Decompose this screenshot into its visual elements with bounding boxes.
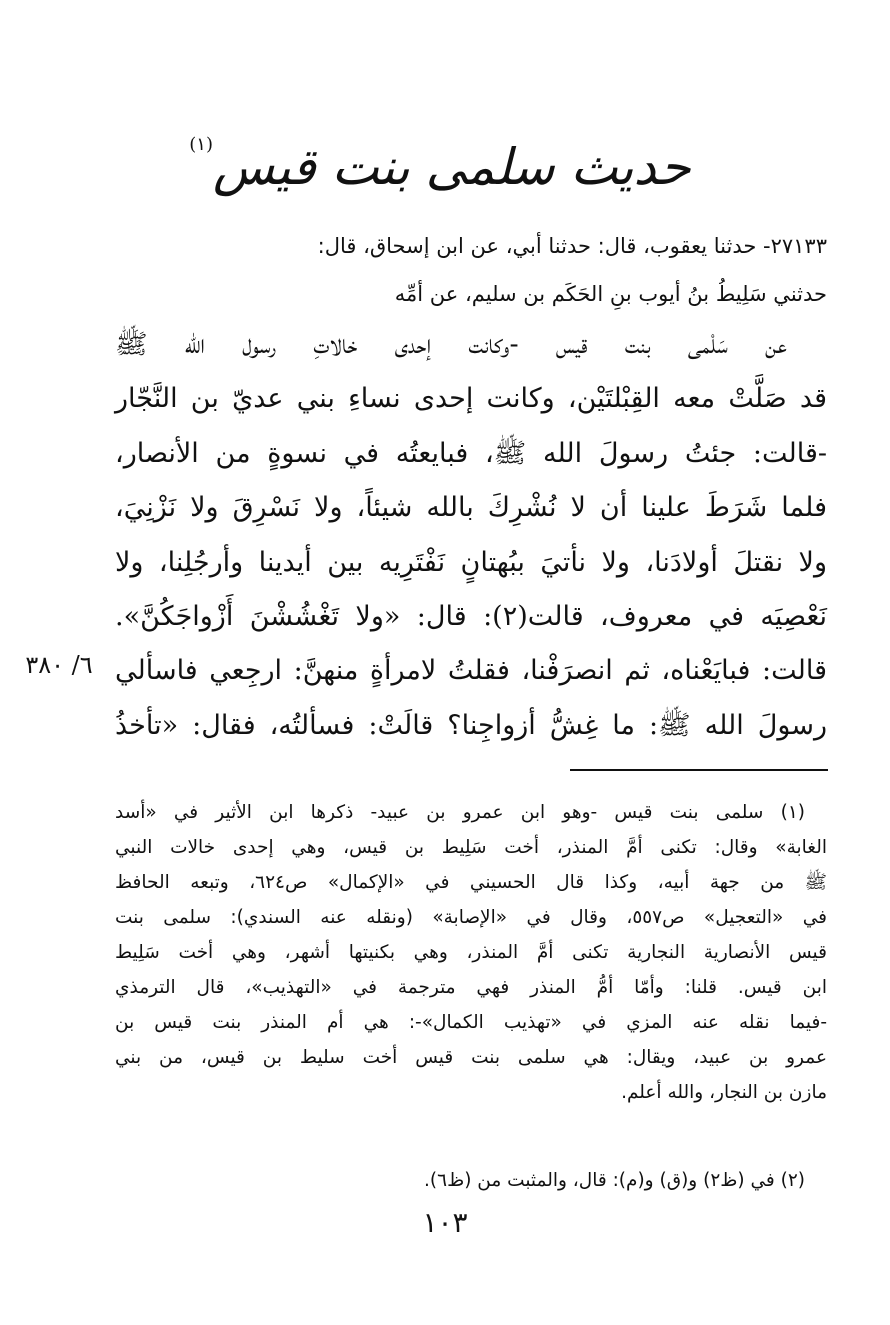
footnote-line: مازن بن النجار، والله أعلم. <box>621 1082 827 1103</box>
title-footnote-mark: (١) <box>189 134 213 155</box>
footnote-line: في «التعجيل» ص٥٥٧، وقال في «الإصابة» (ونقله عنه السندي): سلمى بنت <box>115 907 827 928</box>
footnote-line: -فيما نقله عنه المزي في «تهذيب الكمال»-: هي أم المنذر بنت قيس بن <box>115 1012 827 1033</box>
isnad-line: ٢٧١٣٣- حدثنا يعقوب، قال: حدثنا أبي، عن ابن إسحاق، قال: <box>317 234 827 258</box>
footnote-2-text: (٢) في (ظ٢) و(ق) و(م): قال، والمثبت من (ظ٦). <box>424 1170 805 1191</box>
footnote-2 <box>115 1163 827 1198</box>
isnad-line: حدثني سَلِيطُ بنُ أيوب بنِ الحَكَم بن سليم، عن أمِّه <box>394 282 827 306</box>
footnote-1 <box>115 795 827 1110</box>
page-number: ١٠٣ <box>422 1206 468 1239</box>
footnote-line: قيس الأنصارية النجارية تكنى أمَّ المنذر، وهي بكنيتها أشهر، وهي أخت سَلِيط <box>115 942 827 963</box>
hadith-line: ولا نقتلَ أولادَنا، ولا نأتيَ ببُهتانٍ نَفْتَرِيه بين أيدينا وأرجُلِنا، ولا <box>115 546 827 578</box>
hadith-title <box>160 134 720 196</box>
footnote-line: ابن قيس. قلنا: وأمّا أمُّ المنذر فهي مترجمة في «التهذيب»، قال الترمذي <box>115 977 827 998</box>
margin-reference: ٦/ ٣٨٠ <box>25 651 93 679</box>
footnote-line: الغابة» وقال: تكنى أمَّ المنذر، أخت سَلِيط بن قيس، وهي إحدى خالات النبي <box>115 837 827 858</box>
title-text: حديث سلمى بنت قيس <box>213 138 691 196</box>
hadith-line: نَعْصِيَه في معروف، قالت(٢): قال: «ولا تَغْشُشْنَ أَزْواجَكُنَّ». <box>115 600 827 632</box>
hadith-line: قد صَلَّتْ معه القِبْلتَيْن، وكانت إحدى نساءِ بني عديّ بن النَّجّار <box>115 383 827 415</box>
footnote-divider <box>570 769 828 771</box>
hadith-line: قالت: فبايَعْناه، ثم انصرَفْنا، فقلتُ لامرأةٍ منهنَّ: ارجِعي فاسألي <box>115 655 827 687</box>
footnote-line: عمرو بن عبيد، ويقال: هي سلمى بنت قيس أخت سليط بن قيس، من بني <box>115 1047 827 1068</box>
hadith-line: عن سَلْمى بنت قيس -وكانت إحدى خالاتِ رسول الله ﷺ <box>115 329 787 360</box>
hadith-line: فلما شَرَطَ علينا أن لا نُشْرِكَ بالله شيئاً، ولا نَسْرِقَ ولا نَزْنِيَ، <box>115 492 827 524</box>
footnote-line: (١) سلمى بنت قيس -وهو ابن عمرو بن عبيد- ذكرها ابن الأثير في «أسد <box>115 802 805 823</box>
hadith-line: رسولَ الله ﷺ: ما غِشُّ أزواجِنا؟ قالَتْ: فسألتُه، فقال: «تأخذُ <box>115 709 827 741</box>
hadith-text <box>115 318 827 753</box>
footnote-line: ﷺ من جهة أبيه، وكذا قال الحسيني في «الإكمال» ص٦٢٤، وتبعه الحافظ <box>115 872 827 893</box>
hadith-line: -قالت: جئتُ رسولَ الله ﷺ، فبايعتُه في نسوةٍ من الأنصار، <box>115 437 827 469</box>
isnad-block <box>115 222 827 318</box>
